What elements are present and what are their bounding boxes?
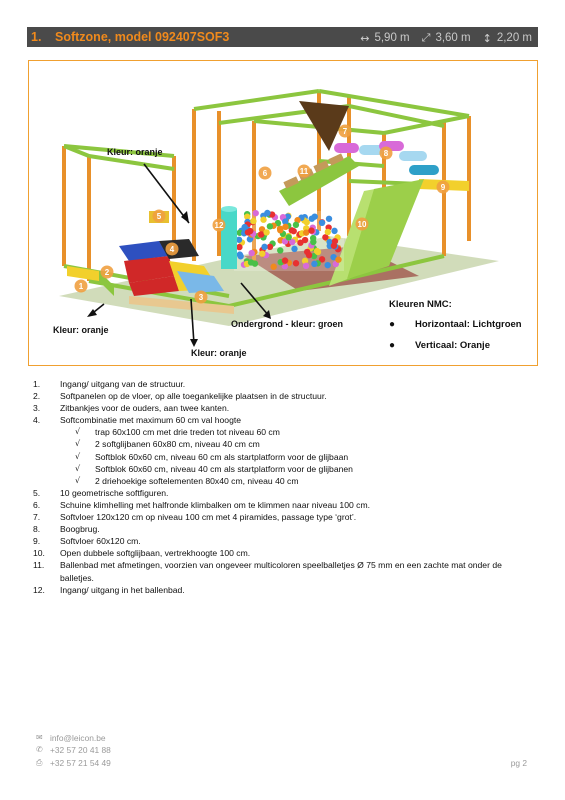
diagonal-arrow-icon: ⤢ [421,31,431,44]
marker-4 [166,243,179,256]
legend-item [389,319,522,330]
sub-list-item: √ 2 driehoekige softelementen 80x40 cm, niveau 40 cm [75,475,299,486]
phone-number: +32 57 20 41 88 [50,745,111,756]
dimension-depth [422,31,471,45]
feature-list [33,378,538,596]
marker-6 [259,167,272,180]
check-icon: √ [75,427,81,437]
footer-fax [36,757,111,769]
fax-icon: ⎙ [36,757,43,767]
width-arrow-icon: ↔ [360,31,370,45]
legend-item-vertical: Verticaal: Oranje [415,340,490,351]
check-icon: √ [75,439,81,449]
section-number: 1. [31,30,42,44]
marker-3 [195,291,208,304]
svg-text:11: 11 [299,167,309,176]
product-image-frame [28,60,538,366]
contact-footer [36,732,111,769]
callout-top-left: Kleur: oranje [107,147,163,157]
svg-text:4: 4 [169,245,175,254]
email-link[interactable]: info@leicon.be [50,733,106,743]
fax-number: +32 57 21 54 49 [50,757,111,768]
legend-item-horizontal: Horizontaal: Lichtgroen [415,319,522,330]
color-legend [389,299,522,361]
svg-text:10: 10 [357,220,367,229]
list-item: 4. Softcombinatie met maximum 60 cm val hoogte [33,415,242,426]
callout-ground: Ondergrond - kleur: groen [231,319,344,329]
dimension-depth-value: 3,60 m [435,32,471,44]
dimension-width [360,31,409,45]
svg-text:8: 8 [383,149,389,158]
section-header [27,27,538,47]
check-icon: √ [75,451,81,461]
bullet-icon: ● [389,319,396,330]
sub-list-item: √ Softblok 60x60 cm, niveau 40 cm als startplatform voor de glijbanen [75,463,353,474]
marker-8 [380,147,393,160]
list-item: 1. Ingang/ uitgang van de structuur. [33,379,186,389]
svg-text:9: 9 [440,183,446,192]
phone-icon: ✆ [36,745,43,755]
callout-bottom-center: Kleur: oranje [191,348,247,358]
email-icon: ✉ [36,733,43,742]
marker-11 [298,165,311,178]
list-item: 6. Schuine klimhelling met halfronde klimbalken om te klimmen naar niveau 100 cm. [33,499,371,510]
height-arrow-icon: ↕ [482,31,492,45]
sub-list-item: √ 2 softglijbanen 60x80 cm, niveau 40 cm cm [75,439,260,450]
svg-text:1: 1 [78,282,84,291]
footer-phone [36,744,111,756]
svg-text:3: 3 [198,293,204,302]
list-item: 3. Zitbankjes voor de ouders, aan twee kanten. [33,403,230,414]
check-icon: √ [75,475,81,485]
marker-5 [153,210,166,223]
sub-list-item: √ trap 60x100 cm met drie treden tot niveau 60 cm [75,427,280,438]
footer-email [36,732,111,744]
svg-text:5: 5 [156,212,162,221]
list-item: 12. Ingang/ uitgang in het ballenbad. [33,584,185,595]
bullet-icon: ● [389,340,396,351]
list-item: 11. Ballenbad met afmetingen, voorzien van ongeveer multicoloren speelballetjes Ø 75 mm en een zachte mat onder de balletjes. [33,560,502,583]
list-item: 7. Softvloer 120x120 cm op niveau 100 cm met 4 piramides, passage type ‘grot’. [33,512,357,523]
list-item: 2. Softpanelen op de vloer, op alle toegankelijke plaatsen in de structuur. [33,391,327,402]
marker-9 [437,181,450,194]
sub-list-item: √ Softblok 60x60 cm, niveau 60 cm als startplatform voor de glijbaan [75,451,349,462]
check-icon: √ [75,463,81,473]
svg-text:2: 2 [104,268,110,277]
marker-1 [75,280,88,293]
svg-text:6: 6 [262,169,268,178]
list-item: 8. Boogbrug. [33,524,100,535]
marker-2 [101,266,114,279]
dimension-width-value: 5,90 m [374,32,410,44]
page-number: pg 2 [510,758,527,768]
list-item: 9. Softvloer 60x120 cm. [33,536,141,547]
marker-7 [339,125,352,138]
legend-item [389,340,522,351]
list-item: 5. 10 geometrische softfiguren. [33,487,169,498]
marker-10 [356,218,369,231]
dimension-height [483,31,532,45]
svg-text:12: 12 [214,221,224,230]
list-item: 10. Open dubbele softglijbaan, vertrekhoogte 100 cm. [33,548,251,559]
legend-title: Kleuren NMC: [389,299,452,310]
svg-text:7: 7 [342,127,348,136]
callout-bottom-left: Kleur: oranje [53,325,109,335]
section-title: Softzone, model 092407SOF3 [55,30,230,44]
marker-12 [213,219,226,232]
dimensions [360,31,532,45]
dimension-height-value: 2,20 m [496,32,532,44]
